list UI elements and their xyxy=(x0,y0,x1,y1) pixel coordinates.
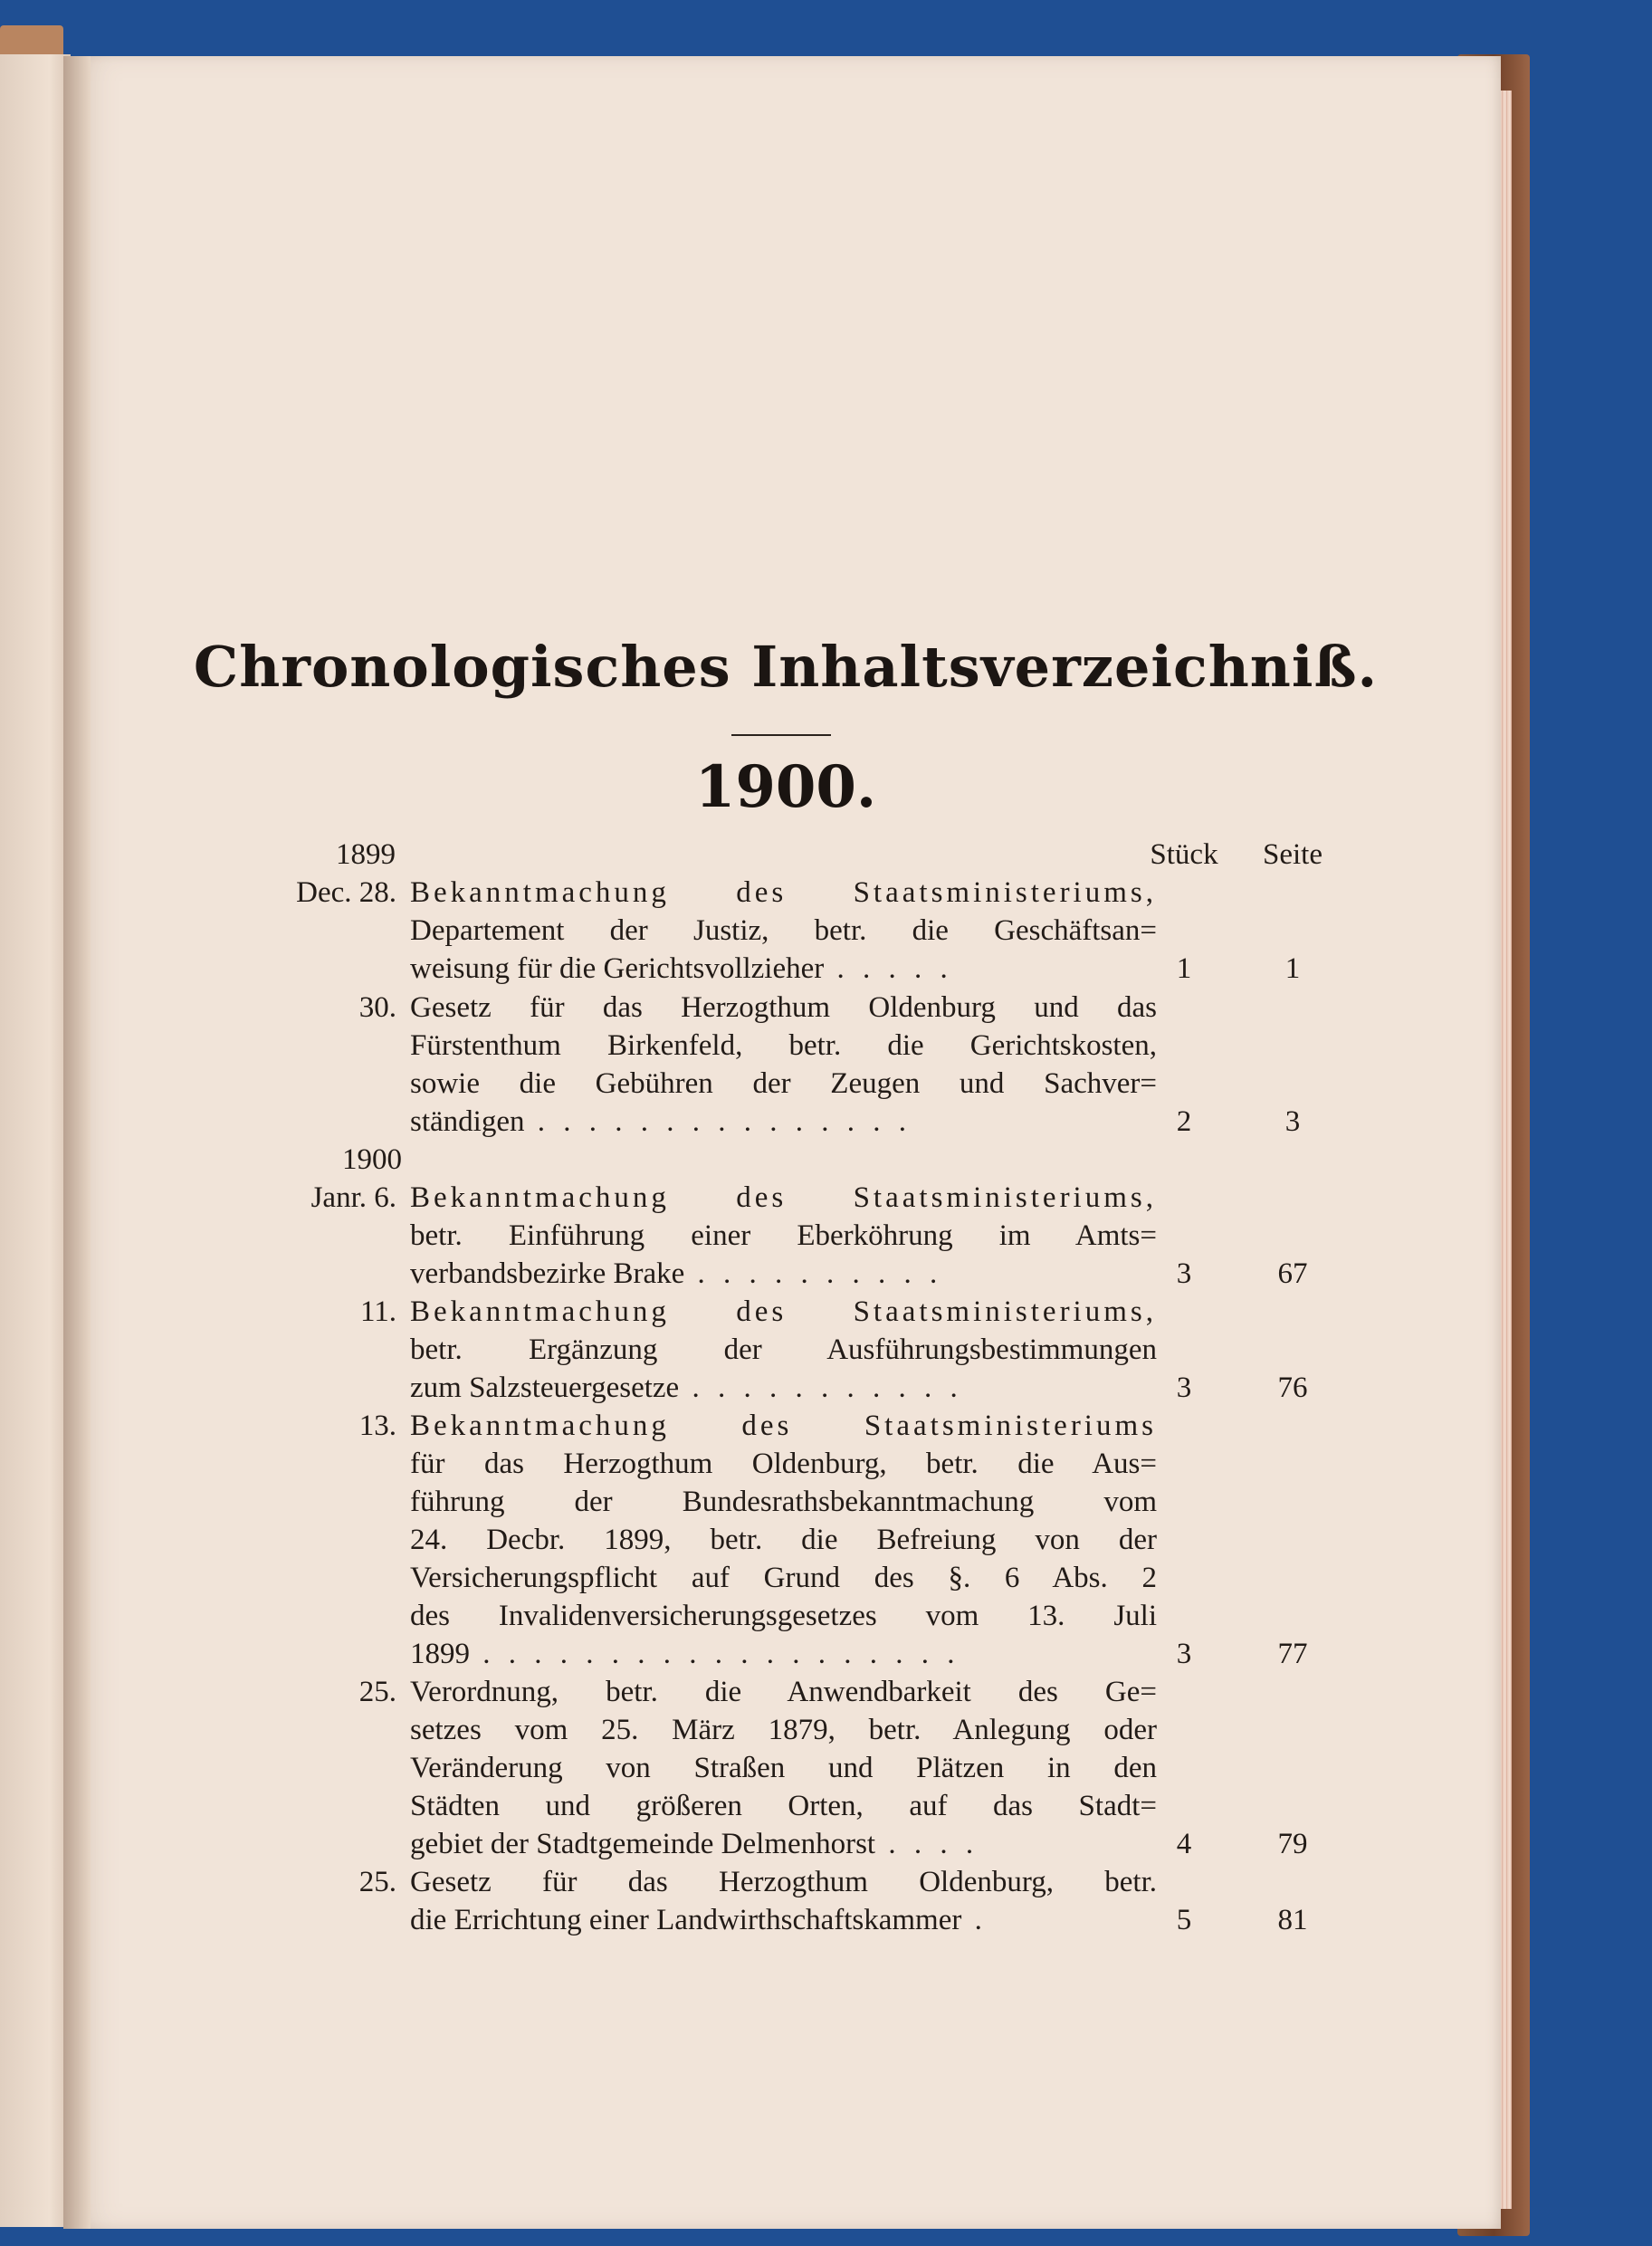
entry-seite: 79 xyxy=(1277,1828,1308,1860)
leader-dots: . . . . xyxy=(875,1828,979,1860)
year-marker: 1900 xyxy=(342,1143,402,1176)
entry-text: weisung für die Gerichtsvollzieher . . . . . xyxy=(410,952,953,985)
entry-line xyxy=(71,1370,1501,1406)
entry-text: Verordnung, betr. die Anwendbarkeit des Ge= xyxy=(410,1676,1157,1708)
leader-dots: . . . . . . . . . . . . . . . xyxy=(524,1105,912,1138)
entry-text: Bekanntmachung des Staatsministeriums xyxy=(410,1410,1157,1442)
entry-line xyxy=(71,1180,1501,1216)
entry-text: Fürstenthum Birkenfeld, betr. die Gerichtskosten, xyxy=(410,1029,1157,1062)
entry-date: 13. xyxy=(358,1410,396,1442)
entry-line xyxy=(71,1522,1501,1558)
entry-line xyxy=(71,1636,1501,1672)
column-header-stueck: Stück xyxy=(1150,838,1218,871)
entry-line xyxy=(71,1408,1501,1444)
entry-text: 1899 . . . . . . . . . . . . . . . . . . . xyxy=(410,1638,960,1670)
entry-line xyxy=(71,1750,1501,1786)
entry-line xyxy=(71,1446,1501,1482)
leader-dots: . . . . . xyxy=(824,952,953,985)
entry-text: ständigen . . . . . . . . . . . . . . . xyxy=(410,1105,912,1138)
entry-seite: 76 xyxy=(1277,1371,1308,1404)
entry-text: Gesetz für das Herzogthum Oldenburg, betr. xyxy=(410,1866,1157,1898)
entry-line xyxy=(71,875,1501,911)
year-heading: 1900. xyxy=(694,753,877,821)
entry-seite: 67 xyxy=(1277,1257,1308,1290)
entry-text: zum Salzsteuergesetze . . . . . . . . . . . xyxy=(410,1371,963,1404)
entry-line xyxy=(71,1902,1501,1938)
entry-line xyxy=(71,1598,1501,1634)
entry-line xyxy=(71,913,1501,949)
entry-date: Dec. 28. xyxy=(296,876,396,909)
entry-stueck: 3 xyxy=(1176,1638,1192,1670)
entry-line xyxy=(71,1864,1501,1900)
entry-line xyxy=(71,951,1501,987)
entry-line xyxy=(71,1294,1501,1330)
entry-text: setzes vom 25. März 1879, betr. Anlegung oder xyxy=(410,1714,1157,1746)
entry-seite: 77 xyxy=(1277,1638,1308,1670)
year-marker: 1899 xyxy=(336,838,396,871)
entry-text: die Errichtung einer Landwirthschaftskammer . xyxy=(410,1904,988,1936)
entry-line xyxy=(71,989,1501,1026)
entry-text: 24. Decbr. 1899, betr. die Befreiung von der xyxy=(410,1524,1157,1556)
column-header-seite: Seite xyxy=(1263,838,1323,871)
entry-text: des Invalidenversicherungsgesetzes vom 13. Juli xyxy=(410,1600,1157,1632)
leader-dots: . . . . . . . . . . . . . . . . . . . xyxy=(470,1638,960,1670)
entry-text: betr. Ergänzung der Ausführungsbestimmungen xyxy=(410,1333,1157,1366)
entry-text: gebiet der Stadtgemeinde Delmenhorst . . . . xyxy=(410,1828,979,1860)
entry-date: 30. xyxy=(358,991,396,1024)
entry-line xyxy=(71,1218,1501,1254)
entry-stueck: 4 xyxy=(1176,1828,1192,1860)
entry-line xyxy=(71,1560,1501,1596)
entry-line xyxy=(71,1788,1501,1824)
entry-text: Versicherungspflicht auf Grund des §. 6 Abs. 2 xyxy=(410,1562,1157,1594)
entry-text: Gesetz für das Herzogthum Oldenburg und das xyxy=(410,991,1157,1024)
entry-date: 25. xyxy=(358,1676,396,1708)
entry-stueck: 2 xyxy=(1176,1105,1192,1138)
entry-line xyxy=(71,1066,1501,1102)
entry-line xyxy=(71,1027,1501,1064)
entry-stueck: 5 xyxy=(1176,1904,1192,1936)
entry-text: Bekanntmachung des Staatsministeriums, xyxy=(410,876,1157,909)
entry-date: Janr. 6. xyxy=(310,1181,396,1214)
entry-text: verbandsbezirke Brake . . . . . . . . . . xyxy=(410,1257,943,1290)
entry-seite: 81 xyxy=(1277,1904,1308,1936)
entry-text: führung der Bundesrathsbekanntmachung vom xyxy=(410,1486,1157,1518)
page-title: Chronologisches Inhaltsverzeichniß. xyxy=(193,634,1379,700)
entry-stueck: 3 xyxy=(1176,1371,1192,1404)
entry-stueck: 3 xyxy=(1176,1257,1192,1290)
year-marker-row xyxy=(71,1142,1501,1178)
entry-text: Städten und größeren Orten, auf das Stadt= xyxy=(410,1790,1157,1822)
entry-text: für das Herzogthum Oldenburg, betr. die Aus= xyxy=(410,1448,1157,1480)
entry-line xyxy=(71,1674,1501,1710)
entry-line xyxy=(71,1484,1501,1520)
leader-dots: . . . . . . . . . . xyxy=(684,1257,943,1290)
entry-line xyxy=(71,1256,1501,1292)
entry-stueck: 1 xyxy=(1176,952,1192,985)
entry-date: 25. xyxy=(358,1866,396,1898)
entry-seite: 3 xyxy=(1284,1105,1301,1138)
entry-text: sowie die Gebühren der Zeugen und Sachver= xyxy=(410,1067,1157,1100)
entry-text: Departement der Justiz, betr. die Geschäftsan= xyxy=(410,914,1157,947)
entry-text: betr. Einführung einer Eberköhrung im Amts= xyxy=(410,1219,1157,1252)
leader-dots: . . . . . . . . . . . xyxy=(679,1371,963,1404)
entry-text: Veränderung von Straßen und Plätzen in den xyxy=(410,1752,1157,1784)
entry-line xyxy=(71,1826,1501,1862)
entry-date: 11. xyxy=(359,1295,396,1328)
book-page xyxy=(71,56,1501,2229)
entry-line xyxy=(71,1332,1501,1368)
entry-text: Bekanntmachung des Staatsministeriums, xyxy=(410,1295,1157,1328)
previous-page-edge xyxy=(0,54,71,2227)
title-divider xyxy=(731,734,831,736)
entry-line xyxy=(71,1712,1501,1748)
leader-dots: . xyxy=(961,1904,988,1936)
entry-text: Bekanntmachung des Staatsministeriums, xyxy=(410,1181,1157,1214)
entry-line xyxy=(71,1104,1501,1140)
entry-seite: 1 xyxy=(1284,952,1301,985)
column-header-row xyxy=(71,836,1501,873)
